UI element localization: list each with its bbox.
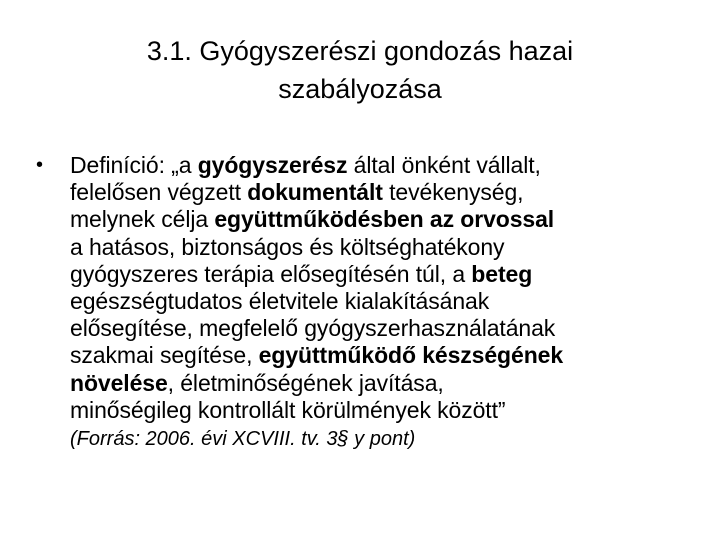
definition-line-2: felelősen végzett dokumentált tevékenység, — [70, 179, 524, 206]
definition-line-3: melynek célja együttműködésben az orvossal — [70, 206, 555, 233]
bullet-icon: • — [36, 154, 43, 176]
definition-line-1: Definíció: „a gyógyszerész által önként vállalt, — [70, 152, 541, 178]
definition-line-7: elősegítése, megfelelő gyógyszerhasználatának — [70, 315, 556, 342]
title-line-2: szabályozása — [278, 74, 442, 104]
title-line-1: 3.1. Gyógyszerészi gondozás hazai — [146, 36, 574, 66]
slide-body — [36, 152, 696, 452]
definition-line-5: gyógyszeres terápia elősegítésén túl, a beteg — [70, 260, 533, 287]
bold-term: együttműködésben az orvossal — [214, 206, 555, 233]
definition-line-10: minőségileg kontrollált körülmények között” — [70, 396, 506, 423]
bold-term: növelése — [70, 369, 168, 396]
slide-title — [40, 32, 680, 108]
bold-term: együttműködő készségének — [258, 342, 564, 369]
bold-term: gyógyszerész — [197, 152, 348, 178]
source-citation: (Forrás: 2006. évi XCVIII. tv. 3§ y pont) — [70, 428, 416, 451]
definition-line-9: növelése, életminőségének javítása, — [70, 369, 444, 396]
bold-term: beteg — [471, 260, 533, 287]
definition-line-8: szakmai segítése, együttműködő készségének — [70, 342, 564, 369]
definition-line-4: a hatásos, biztonságos és költséghatékony — [70, 233, 505, 260]
bold-term: dokumentált — [247, 179, 383, 206]
definition-line-6: egészségtudatos életvitele kialakításának — [70, 288, 490, 315]
definition-bullet — [36, 152, 696, 424]
